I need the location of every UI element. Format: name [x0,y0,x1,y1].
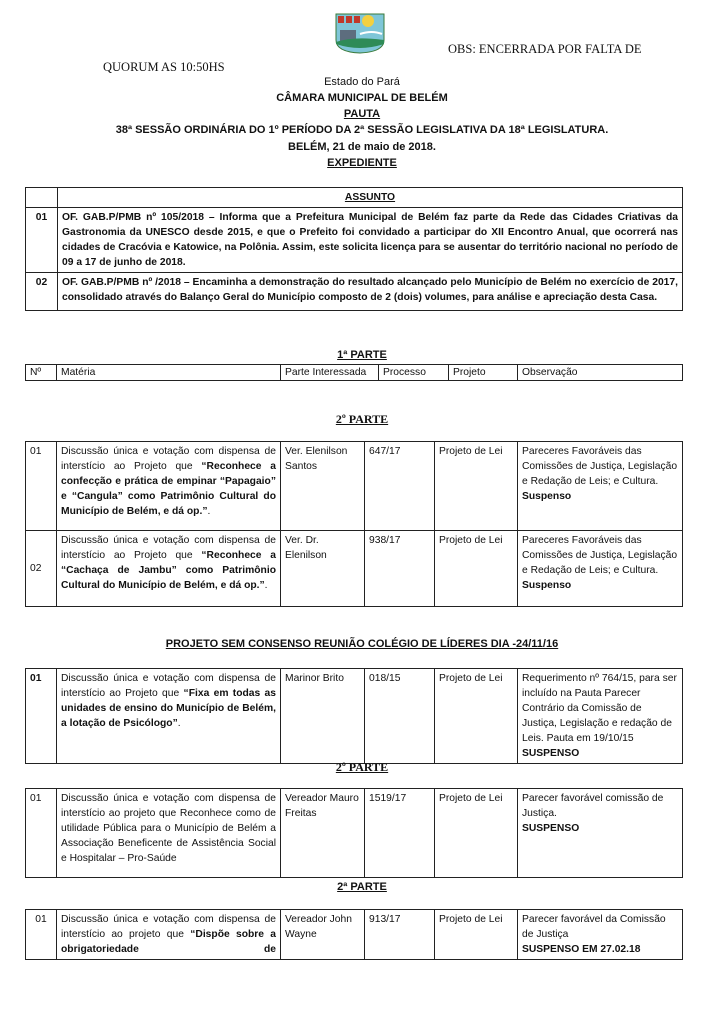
observacao-text: Parecer favorável da Comissão de Justiça [522,914,666,940]
projeto-cell: Projeto de Lei [435,910,518,960]
column-header-materia: Matéria [57,365,281,381]
column-header-projeto: Projeto [449,365,518,381]
processo-cell: 647/17 [365,442,435,531]
session-date: BELÉM, 21 de maio de 2018. [288,141,436,153]
parte-interessada-cell: Vereador Mauro Freitas [281,789,365,878]
column-header-number: Nº [26,365,57,381]
row-number: 02 [26,273,58,311]
expediente-heading: EXPEDIENTE [327,157,397,169]
projeto-cell: Projeto de Lei [435,442,518,531]
projeto-cell: Projeto de Lei [435,669,518,764]
part2c-heading: 2ª PARTE [337,881,387,893]
office-reference: OF. GAB.P/PMB nº 105/2018 [62,212,204,223]
projeto-cell: Projeto de Lei [435,789,518,878]
table-row [26,208,683,273]
table-row [26,669,683,764]
materia-cell [57,531,281,607]
processo-cell: 938/17 [365,531,435,607]
observacao-text: Pareceres Favoráveis das Comissões de Justiça, Legislação e Redação de Leis; e Cultura. [522,446,678,487]
parte-interessada-cell: Vereador John Wayne [281,910,365,960]
row-number: 01 [26,910,57,960]
column-header-parte-interessada: Parte Interessada [281,365,379,381]
materia-cell: Discussão única e votação com dispensa de interstício ao projeto que Reconhece como de utilidade Pública para o Município de Belém a Associação Beneficente de Assistência Social e Hospitalar – Pro-Saúde [57,789,281,878]
materia-cell [57,910,281,960]
materia-text: Discussão única e votação com dispensa de interstício ao Projeto que [61,535,276,561]
part2b-table [25,788,683,878]
observacao-cell [518,789,683,878]
table-header-row [26,365,683,381]
expediente-table [25,187,683,311]
materia-title: “Fixa em todas as unidades de ensino do Município de Belém, a lotação de Psicólogo” [61,688,277,729]
table-row [26,910,683,960]
session-title: 38ª SESSÃO ORDINÁRIA DO 1º PERÍODO DA 2ª SESSÃO LEGISLATIVA DA 18ª LEGISLATURA. [115,124,609,136]
chamber-name: CÂMARA MUNICIPAL DE BELÉM [276,92,448,104]
part2b-heading: 2º PARTE [335,760,389,774]
materia-text: Discussão única e votação com dispensa de interstício ao projeto que [61,914,276,940]
table-row [26,442,683,531]
processo-cell: 018/15 [365,669,435,764]
part1-heading: 1ª PARTE [337,349,387,361]
observacao-cell [518,442,683,531]
subject-header: ASSUNTO [58,188,683,208]
materia-title: “Dispõe sobre a obrigatoriedade de [61,929,277,955]
materia-title: “Reconhece a “Cachaça de Jambu” como Patrimônio Cultural do Município de Belém, e dá op.” [61,550,276,591]
status-label: SUSPENSO EM 27.02.18 [522,944,641,955]
closure-note: OBS: ENCERRADA POR FALTA DE [448,42,642,56]
subject-cell [58,273,683,311]
materia-cell [57,442,281,531]
state-name: Estado do Pará [324,76,400,88]
column-header-processo: Processo [379,365,449,381]
no-consensus-heading: PROJETO SEM CONSENSO REUNIÃO COLÉGIO DE LÍDERES DIA -24/11/16 [165,638,559,650]
observacao-text: Pareceres Favoráveis das Comissões de Justiça, Legislação e Redação de Leis; e Cultura. [522,535,678,576]
observacao-cell [518,531,683,607]
subject-text: – Informa que a Prefeitura Municipal de Belém faz parte da Rede das Cidades Criativas da Gastronomia da UNESCO desde 2015, e que o Prefeito foi convidado a participar do XII Encontro Anual, que ocorrerá nas cidades de Cracóvia e Katowice, na Polônia. Assim, este solicita licença para se ausentar do território nacional no período de 09 a 17 de junho de 2018. [62,212,678,268]
materia-end: . [264,580,268,591]
header-cell-empty [26,188,58,208]
table-header-row [26,188,683,208]
agenda-title: PAUTA [343,108,381,120]
materia-end: . [177,718,181,729]
column-header-observacao: Observação [518,365,683,381]
materia-text: Discussão única e votação com dispensa de interstício ao Projeto que [61,446,276,472]
office-reference: OF. GAB.P/PMB nº /2018 [62,277,181,288]
row-number: 01 [26,789,57,878]
status-label: SUSPENSO [522,748,580,759]
part2-heading: 2º PARTE [335,412,389,426]
table-row [26,273,683,311]
part1-table [25,364,683,381]
row-number: 01 [26,442,57,531]
status-label: Suspenso [522,491,572,502]
row-number: 02 [26,531,57,607]
no-consensus-table [25,668,683,764]
observacao-cell [518,669,683,764]
table-row [26,789,683,878]
processo-cell: 1519/17 [365,789,435,878]
materia-title: “Reconhece a confecção e prática de empinar “Papagaio” e “Cangula” como Patrimônio Cultural do Município de Belém, e dá op.” [61,461,276,517]
observacao-text: Requerimento nº 764/15, para ser incluído na Pauta Parecer Contrário da Comissão de Justiça, Legislação e redação de Leis. Pauta em 19/10/15 [522,673,677,744]
subject-text: – Encaminha a demonstração do resultado alcançado pelo Município de Belém no exercício de 2017, consolidado através do Balanço Geral do Município composto de 2 (dois) volumes, para análise e apreciação desta Casa. [62,277,678,303]
processo-cell: 913/17 [365,910,435,960]
parte-interessada-cell: Ver. Dr. Elenilson [281,531,365,607]
part2c-table [25,909,683,960]
coat-of-arms-logo [334,12,386,54]
materia-text: Discussão única e votação com dispensa de interstício ao Projeto que [61,673,276,699]
subject-cell [58,208,683,273]
parte-interessada-cell: Ver. Elenilson Santos [281,442,365,531]
materia-end: . [207,506,211,517]
observacao-text: Parecer favorável comissão de Justiça. [522,793,664,819]
observacao-cell [518,910,683,960]
status-label: SUSPENSO [522,823,580,834]
parte-interessada-cell: Marinor Brito [281,669,365,764]
quorum-note: QUORUM AS 10:50HS [103,60,225,74]
row-number: 01 [26,669,57,764]
row-number: 01 [26,208,58,273]
materia-cell [57,669,281,764]
status-label: Suspenso [522,580,572,591]
projeto-cell: Projeto de Lei [435,531,518,607]
table-row [26,531,683,607]
part2-table [25,441,683,607]
